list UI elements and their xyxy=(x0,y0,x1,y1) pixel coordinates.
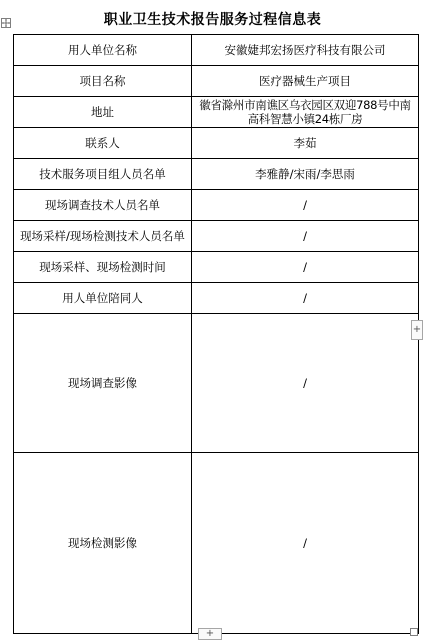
table-row xyxy=(14,314,419,453)
row-label[interactable]: 技术服务项目组人员名单 xyxy=(14,159,192,190)
row-value[interactable]: / xyxy=(192,453,419,634)
row-value[interactable]: 安徽婕邦宏扬医疗科技有限公司 xyxy=(192,35,419,66)
table-row xyxy=(14,453,419,634)
row-value[interactable]: / xyxy=(192,190,419,221)
row-label[interactable]: 项目名称 xyxy=(14,66,192,97)
document-title: 职业卫生技术报告服务过程信息表 xyxy=(103,12,322,28)
resize-corner-icon[interactable] xyxy=(410,628,418,636)
move-arrows-icon[interactable] xyxy=(1,18,11,28)
row-label[interactable]: 地址 xyxy=(14,97,192,128)
table-row xyxy=(14,128,419,159)
table-row xyxy=(14,159,419,190)
row-value[interactable]: / xyxy=(192,252,419,283)
row-value[interactable]: 李茹 xyxy=(192,128,419,159)
table-row xyxy=(14,66,419,97)
row-label[interactable]: 现场调查技术人员名单 xyxy=(14,190,192,221)
table-row xyxy=(14,35,419,66)
table-row xyxy=(14,283,419,314)
row-label[interactable]: 现场采样、现场检测时间 xyxy=(14,252,192,283)
row-value[interactable]: / xyxy=(192,283,419,314)
row-label[interactable]: 用人单位陪同人 xyxy=(14,283,192,314)
row-label[interactable]: 现场采样/现场检测技术人员名单 xyxy=(14,221,192,252)
row-value[interactable]: 医疗器械生产项目 xyxy=(192,66,419,97)
table-row xyxy=(14,221,419,252)
row-label[interactable]: 现场检测影像 xyxy=(14,453,192,634)
row-label[interactable]: 用人单位名称 xyxy=(14,35,192,66)
row-value[interactable]: / xyxy=(192,314,419,453)
row-label[interactable]: 联系人 xyxy=(14,128,192,159)
row-value[interactable]: 徽省滁州市南谯区乌衣园区双迎788号中南高科智慧小镇24栋厂房 xyxy=(192,97,419,128)
row-value[interactable]: 李雅静/宋雨/李思雨 xyxy=(192,159,419,190)
table-row xyxy=(14,190,419,221)
add-column-button[interactable]: + xyxy=(411,320,423,340)
row-label[interactable]: 现场调查影像 xyxy=(14,314,192,453)
table-row xyxy=(14,252,419,283)
add-row-button[interactable]: + xyxy=(198,628,222,640)
row-value[interactable]: / xyxy=(192,221,419,252)
info-table xyxy=(13,34,419,634)
table-row xyxy=(14,97,419,128)
